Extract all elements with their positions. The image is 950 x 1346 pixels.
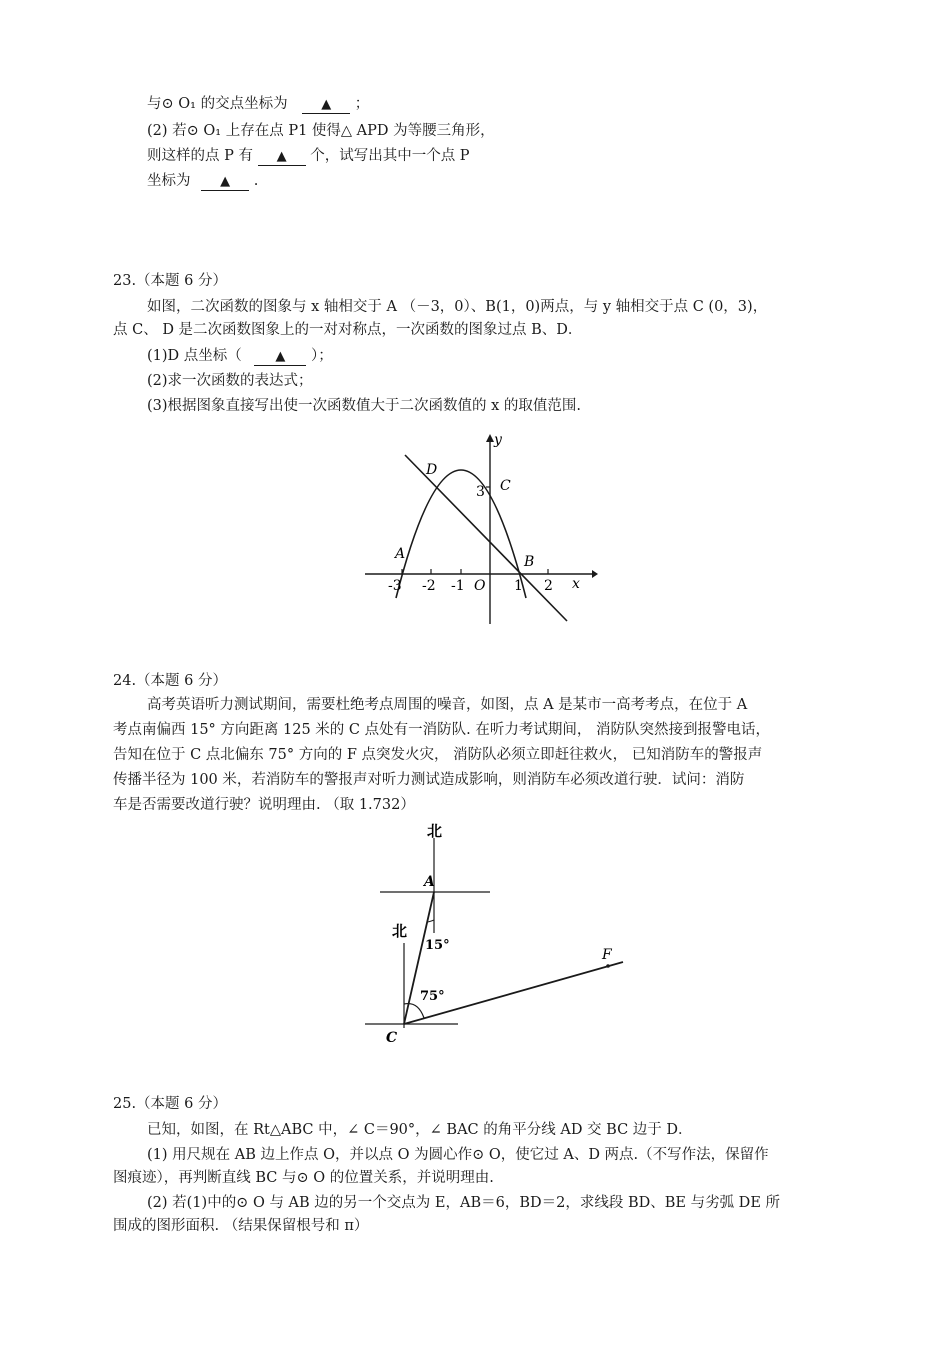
q23-sub-3: (3)根据图象直接写出使一次函数值大于二次函数值的 x 的取值范围. [147,398,582,414]
y-axis-label: y [494,432,502,448]
point-label-c: C [386,1030,398,1046]
north-label-left: 北 [392,922,408,940]
origin-label: O [474,578,486,594]
point-label-a: A [424,874,435,890]
q25-para-3: 图痕迹），再判断直线 BC 与⊙ O 的位置关系，并说明理由. [113,1170,494,1186]
x-tick-label: -1 [451,578,465,594]
q22-text: 个，试写出其中一个点 P [310,148,470,164]
q24-para-1: 高考英语听力测试期间，需要杜绝考点周围的噪音，如图，点 A 是某市一高考考点，在位于 A [147,697,748,713]
q22-text: 则这样的点 P 有 [147,148,253,164]
direction-diagram [330,818,640,1058]
q24-para-2: 考点南偏西 15° 方向距离 125 米的 C 点处有一消防队. 在听力考试期间， 消防队突然接到报警电话， [113,722,770,738]
q22-line-4 [147,171,258,191]
q22-line-1 [147,94,369,114]
q25-heading: 25.（本题 6 分） [113,1096,228,1112]
q22-text: 与⊙ O₁ 的交点坐标为 [147,96,288,112]
q25-para-5: 围成的图形面积. （结果保留根号和 π） [113,1218,369,1234]
point-f-dot [606,964,610,968]
point-label-d: D [426,462,438,478]
q25-para-2: (1) 用尺规在 AB 边上作点 O，并以点 O 为圆心作⊙ O，使它过 A、D 两点.（不写作法，保留作 [147,1147,769,1163]
angle-label-15: 15° [425,938,450,953]
q23-text: (1)D 点坐标（ [147,348,242,364]
q24-para-3: 告知在位于 C 点北偏东 75° 方向的 F 点突发火灾， 消防队必须立即赶往救火， 已知消防车的警报声 [113,747,763,763]
parabola-graph [360,428,600,628]
q22-line-3 [147,146,470,166]
answer-blank: ▲ [201,174,249,191]
q24-heading: 24.（本题 6 分） [113,673,228,689]
q25-para-1: 已知，如图，在 Rt△ABC 中，∠ C＝90°，∠ BAC 的角平分线 AD 交 BC 边于 D． [147,1122,693,1138]
linear-function-line [405,455,567,621]
point-label-b: B [524,554,535,570]
angle-label-75: 75° [420,989,445,1004]
q23-sub-1 [147,346,333,366]
point-label-c: C [500,478,511,494]
q22-text: . [253,173,259,189]
y-axis-arrow [486,434,494,442]
x-tick-label: 1 [514,578,523,594]
q23-text: ）； [311,348,333,364]
q22-line-2: (2) 若⊙ O₁ 上存在点 P1 使得△ APD 为等腰三角形， [147,123,495,139]
q23-para-1: 如图，二次函数的图象与 x 轴相交于 A （－3，0）、B(1，0)两点，与 y 轴相交于点 C (0，3)， [147,299,768,315]
segment-ca [404,892,434,1024]
answer-blank: ▲ [302,97,350,114]
y-tick-label-3: 3 [476,484,485,500]
x-axis-arrow [592,570,598,578]
x-axis-label: x [572,576,580,592]
point-label-f: F [602,947,612,963]
x-tick-label: 2 [544,578,553,594]
q24-para-5: 车是否需要改道行驶？说明理由. （取 1.732） [113,797,415,813]
q23-para-2: 点 C、 D 是二次函数图象上的一对对称点，一次函数的图象过点 B、D． [113,322,583,338]
q23-heading: 23.（本题 6 分） [113,273,228,289]
point-label-a: A [395,546,406,562]
x-tick-label: -3 [388,578,402,594]
q25-para-4: (2) 若(1)中的⊙ O 与 AB 边的另一个交点为 E，AB＝6，BD＝2，求线段 BD、BE 与劣弧 DE 所 [147,1195,781,1211]
north-label-top: 北 [427,822,443,840]
x-tick-label: -2 [422,578,436,594]
answer-blank: ▲ [258,149,306,166]
q23-sub-2: (2)求一次函数的表达式； [147,373,313,389]
q22-text: ； [354,96,370,112]
q24-para-4: 传播半径为 100 米，若消防车的警报声对听力测试造成影响，则消防车必须改道行驶．试问：消防 [113,772,745,788]
q22-text: 坐标为 [147,173,191,189]
answer-blank: ▲ [254,349,306,366]
